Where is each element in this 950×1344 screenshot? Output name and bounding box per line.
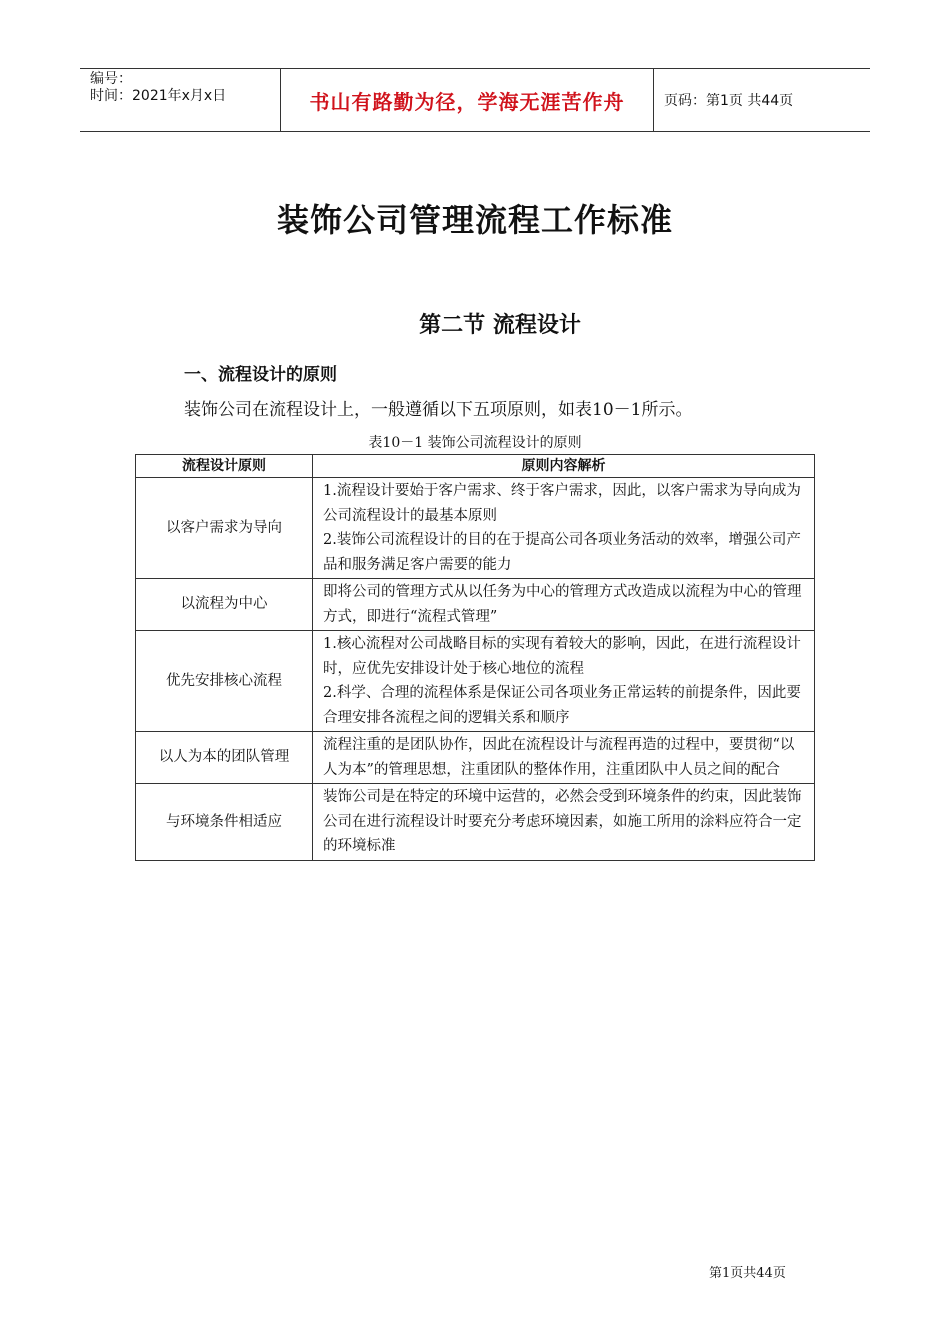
column-header-principle: 流程设计原则 (136, 455, 313, 478)
analysis-line: 1.流程设计要始于客户需求、终于客户需求，因此，以客户需求为导向成为公司流程设计的最基本原则 (323, 483, 801, 524)
analysis-cell (313, 478, 815, 579)
principle-cell: 优先安排核心流程 (136, 631, 313, 732)
table-row (136, 631, 815, 732)
page-header (80, 68, 870, 132)
analysis-cell (313, 732, 815, 784)
column-header-analysis: 原则内容解析 (313, 455, 815, 478)
doc-code-label: 编号： (90, 71, 132, 87)
table-row (136, 732, 815, 784)
analysis-line: 装饰公司是在特定的环境中运营的，必然会受到环境条件的约束，因此装饰公司在进行流程设计时要充分考虑环境因素，如施工所用的涂料应符合一定的环境标准 (323, 789, 802, 854)
intro-paragraph: 装饰公司在流程设计上，一般遵循以下五项原则，如表10－1所示。 (184, 400, 693, 420)
analysis-cell (313, 631, 815, 732)
doc-time-label: 时间：2021年x月x日 (90, 88, 227, 104)
header-page-info: 页码：第1页 共44页 (664, 93, 794, 109)
table-row (136, 579, 815, 631)
analysis-line: 流程注重的是团队协作，因此在流程设计与流程再造的过程中，要贯彻“以人为本”的管理思想，注重团队的整体作用，注重团队中人员之间的配合 (323, 737, 795, 778)
principle-cell: 以客户需求为导向 (136, 478, 313, 579)
principles-table (135, 454, 815, 861)
analysis-cell (313, 579, 815, 631)
table-header-row (136, 455, 815, 478)
header-meta (80, 69, 281, 131)
principle-cell: 以人为本的团队管理 (136, 732, 313, 784)
principle-cell: 与环境条件相适应 (136, 784, 313, 861)
analysis-cell (313, 784, 815, 861)
section-title: 第二节 流程设计 (419, 313, 581, 338)
analysis-line: 2.装饰公司流程设计的目的在于提高公司各项业务活动的效率，增强公司产品和服务满足客户需要的能力 (323, 532, 801, 573)
table-row (136, 784, 815, 861)
document-title: 装饰公司管理流程工作标准 (276, 201, 673, 239)
subheading: 一、流程设计的原则 (184, 365, 337, 385)
header-motto: 书山有路勤为径，学海无涯苦作舟 (281, 69, 654, 131)
principle-cell: 以流程为中心 (136, 579, 313, 631)
analysis-line: 即将公司的管理方式从以任务为中心的管理方式改造成以流程为中心的管理方式，即进行“流程式管理” (323, 584, 802, 625)
table-caption: 表10－1 装饰公司流程设计的原则 (368, 435, 582, 451)
analysis-line: 2.科学、合理的流程体系是保证公司各项业务正常运转的前提条件，因此要合理安排各流程之间的逻辑关系和顺序 (323, 685, 801, 726)
page-footer: 第1页共44页 (709, 1266, 786, 1281)
analysis-line: 1.核心流程对公司战略目标的实现有着较大的影响，因此，在进行流程设计时，应优先安排设计处于核心地位的流程 (323, 636, 801, 677)
table-row (136, 478, 815, 579)
